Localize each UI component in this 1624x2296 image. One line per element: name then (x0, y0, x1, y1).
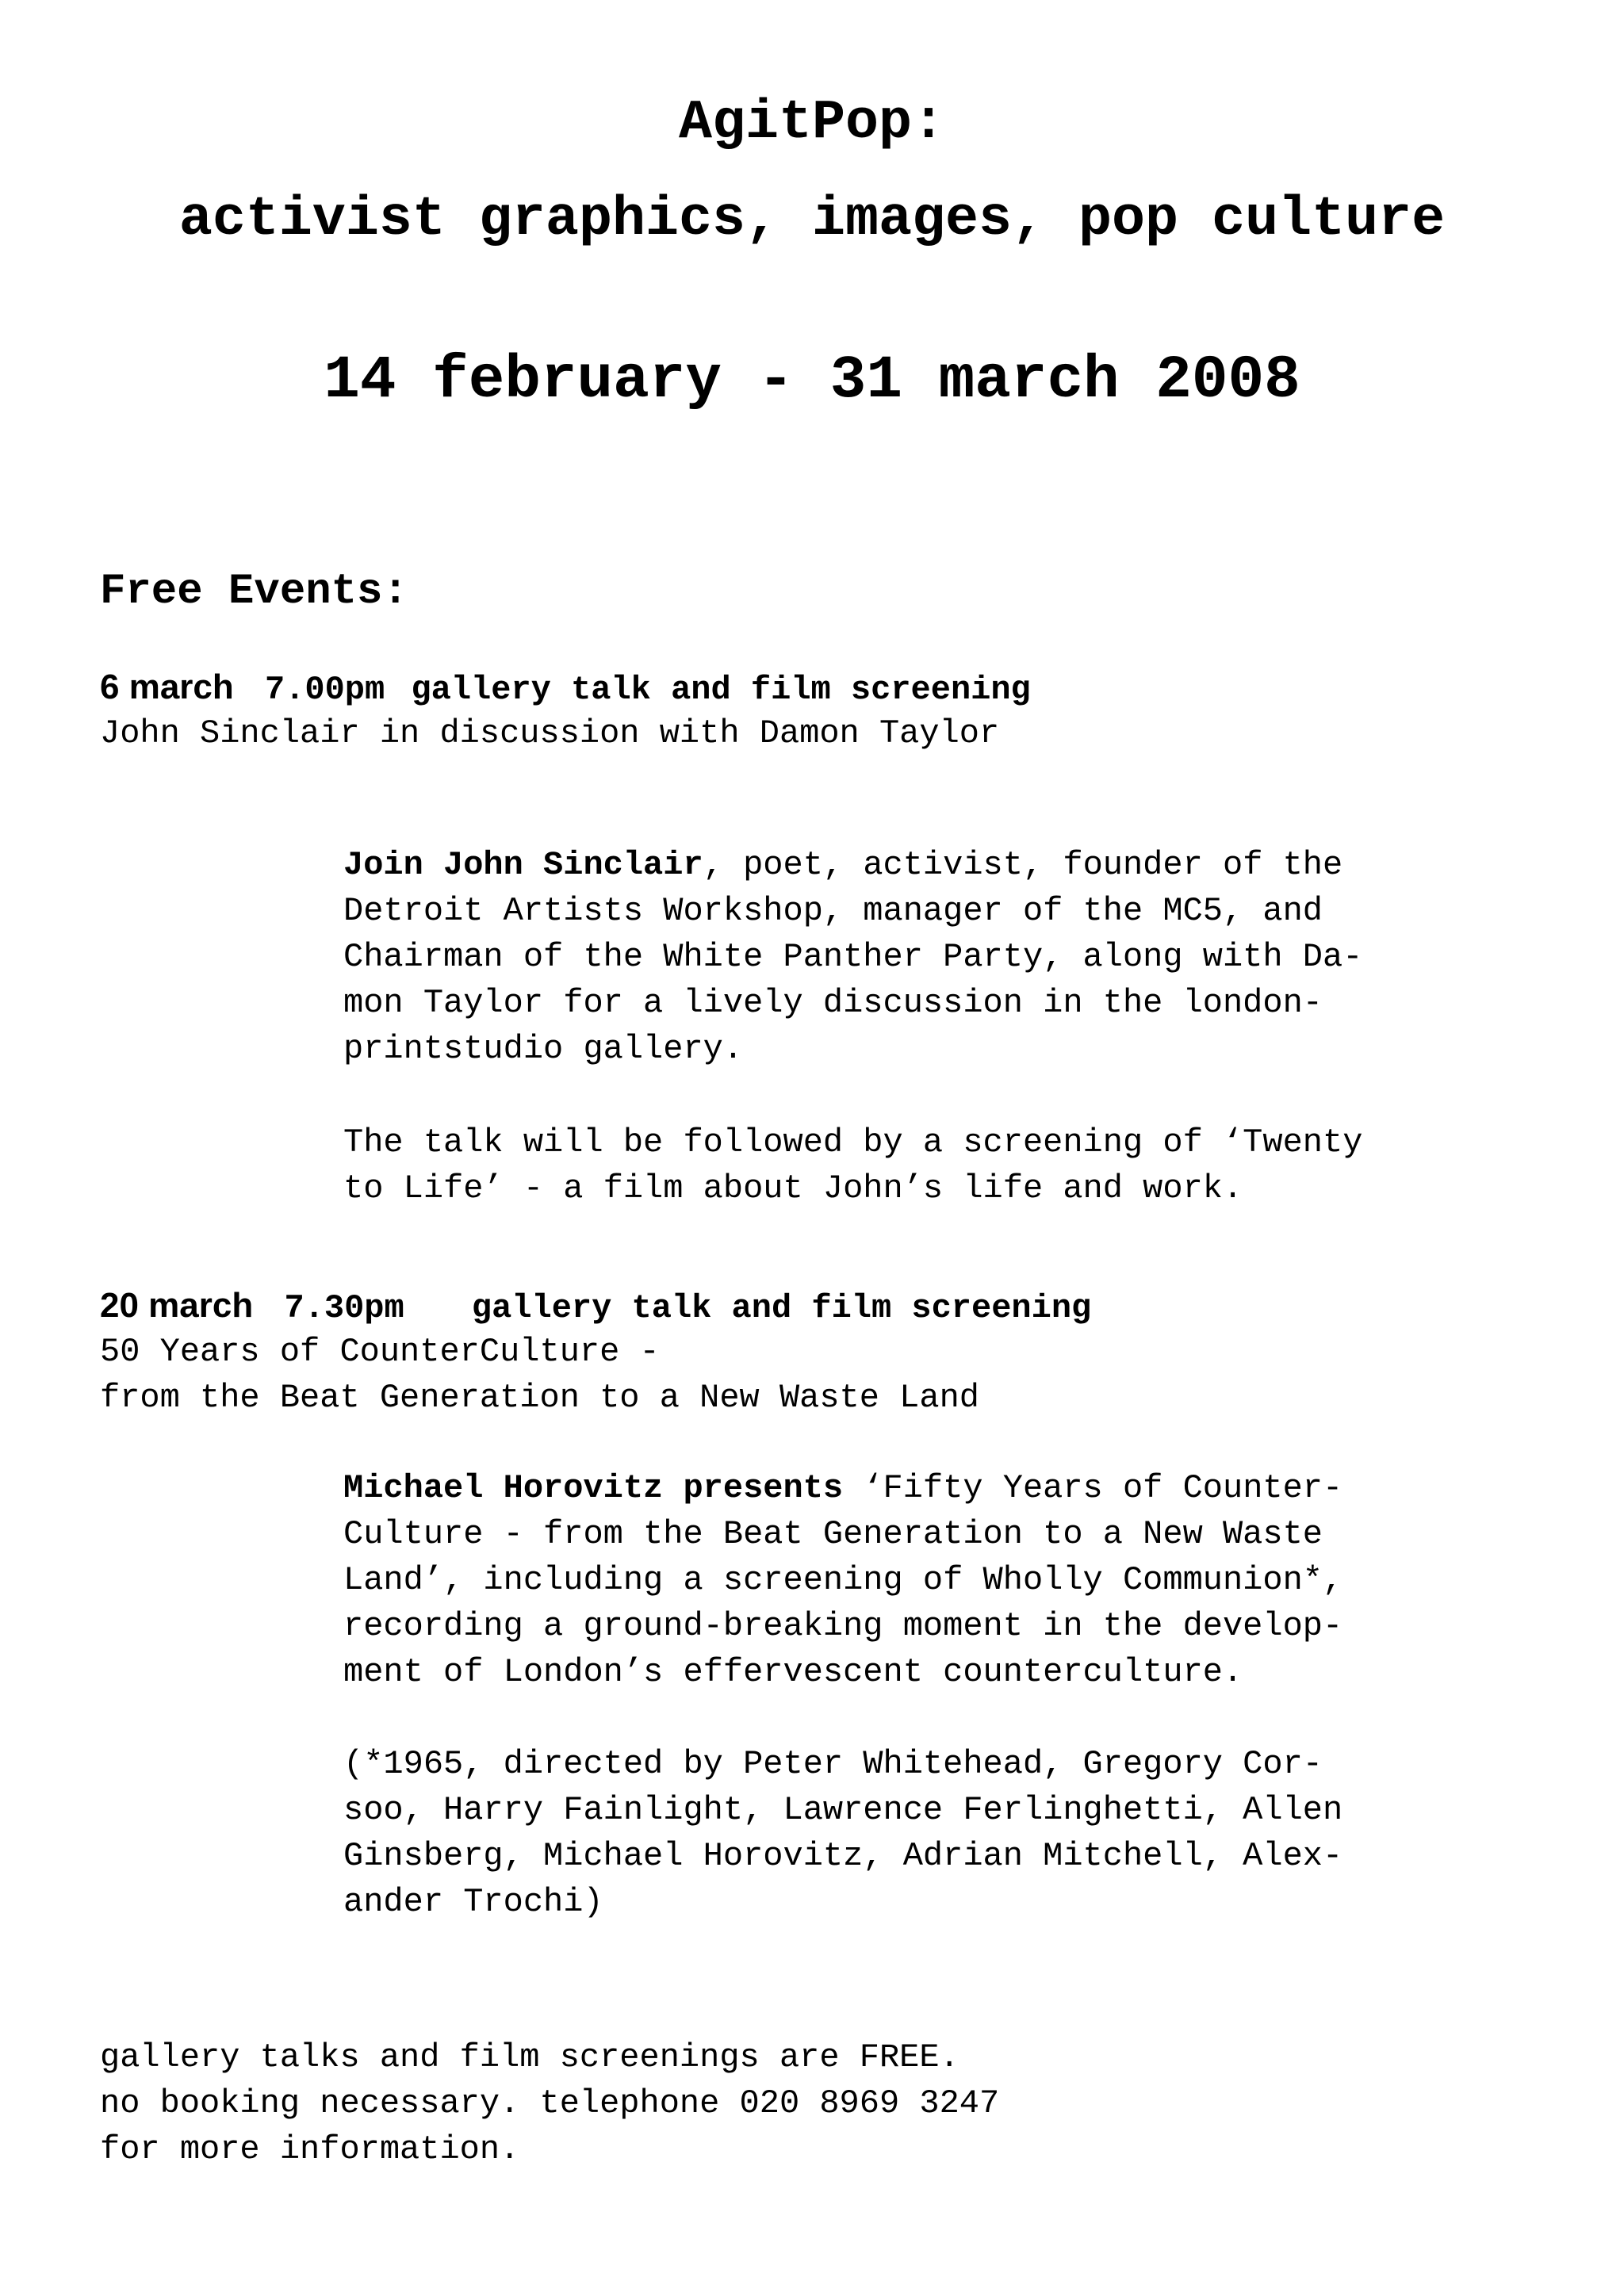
event1-para2-line: to Life’ - a film about John’s life and work. (343, 1169, 1243, 1207)
event1-para1-line: Chairman of the White Panther Party, along with Da- (343, 938, 1363, 976)
exhibition-dates: 14 february - 31 march 2008 (324, 346, 1300, 415)
event1-para2-line: The talk will be followed by a screening of ‘Twenty (343, 1123, 1363, 1161)
event2-para1-line: Land’, including a screening of Wholly Communion*, (343, 1561, 1343, 1599)
event1-header (100, 664, 1031, 713)
event1-para1-line: Detroit Artists Workshop, manager of the MC5, and (343, 892, 1323, 930)
title-line-1: AgitPop: (678, 92, 946, 155)
event1-para1-bold: Join John Sinclair (343, 846, 703, 884)
event1-time: 7.00pm (264, 671, 385, 709)
footer-line: for more information. (100, 2130, 520, 2168)
event1-date: 6 march (100, 668, 234, 706)
event2-time: 7.30pm (284, 1289, 404, 1327)
event2-type: gallery talk and film screening (471, 1289, 1092, 1327)
event1-subtitle: John Sinclair in discussion with Damon Taylor (100, 714, 1000, 752)
event1-para1-line: Join John Sinclair, poet, activist, founder of the (343, 846, 1343, 884)
event2-para1-line: Michael Horovitz presents ‘Fifty Years of Counter- (343, 1469, 1343, 1507)
event1-type: gallery talk and film screening (411, 671, 1031, 709)
footer-line: gallery talks and film screenings are FREE. (100, 2038, 959, 2076)
event2-para2-line: Ginsberg, Michael Horovitz, Adrian Mitchell, Alex- (343, 1837, 1343, 1875)
event2-para1-line: Culture - from the Beat Generation to a New Waste (343, 1515, 1323, 1553)
event2-para1-line: ment of London’s effervescent counterculture. (343, 1653, 1243, 1691)
title-line-2: activist graphics, images, pop culture (178, 189, 1446, 251)
event2-para1-bold: Michael Horovitz presents (343, 1469, 844, 1507)
event2-para1-line: recording a ground-breaking moment in the develop- (343, 1607, 1343, 1645)
event2-subtitle-line: 50 Years of CounterCulture - (100, 1333, 660, 1371)
event1-para1-line: printstudio gallery. (343, 1030, 744, 1068)
event2-para2-line: ander Trochi) (343, 1883, 603, 1921)
event2-para2-line: soo, Harry Fainlight, Lawrence Ferlinghetti, Allen (343, 1791, 1343, 1829)
footer-line: no booking necessary. telephone 020 8969 3247 (100, 2084, 1000, 2122)
section-heading: Free Events: (100, 568, 408, 616)
event2-subtitle-line: from the Beat Generation to a New Waste Land (100, 1379, 979, 1417)
event1-para1-line: mon Taylor for a lively discussion in the london- (343, 984, 1323, 1022)
event2-date: 20 march (100, 1286, 254, 1325)
event2-header (100, 1283, 1091, 1331)
event2-para2-line: (*1965, directed by Peter Whitehead, Gregory Cor- (343, 1745, 1323, 1783)
